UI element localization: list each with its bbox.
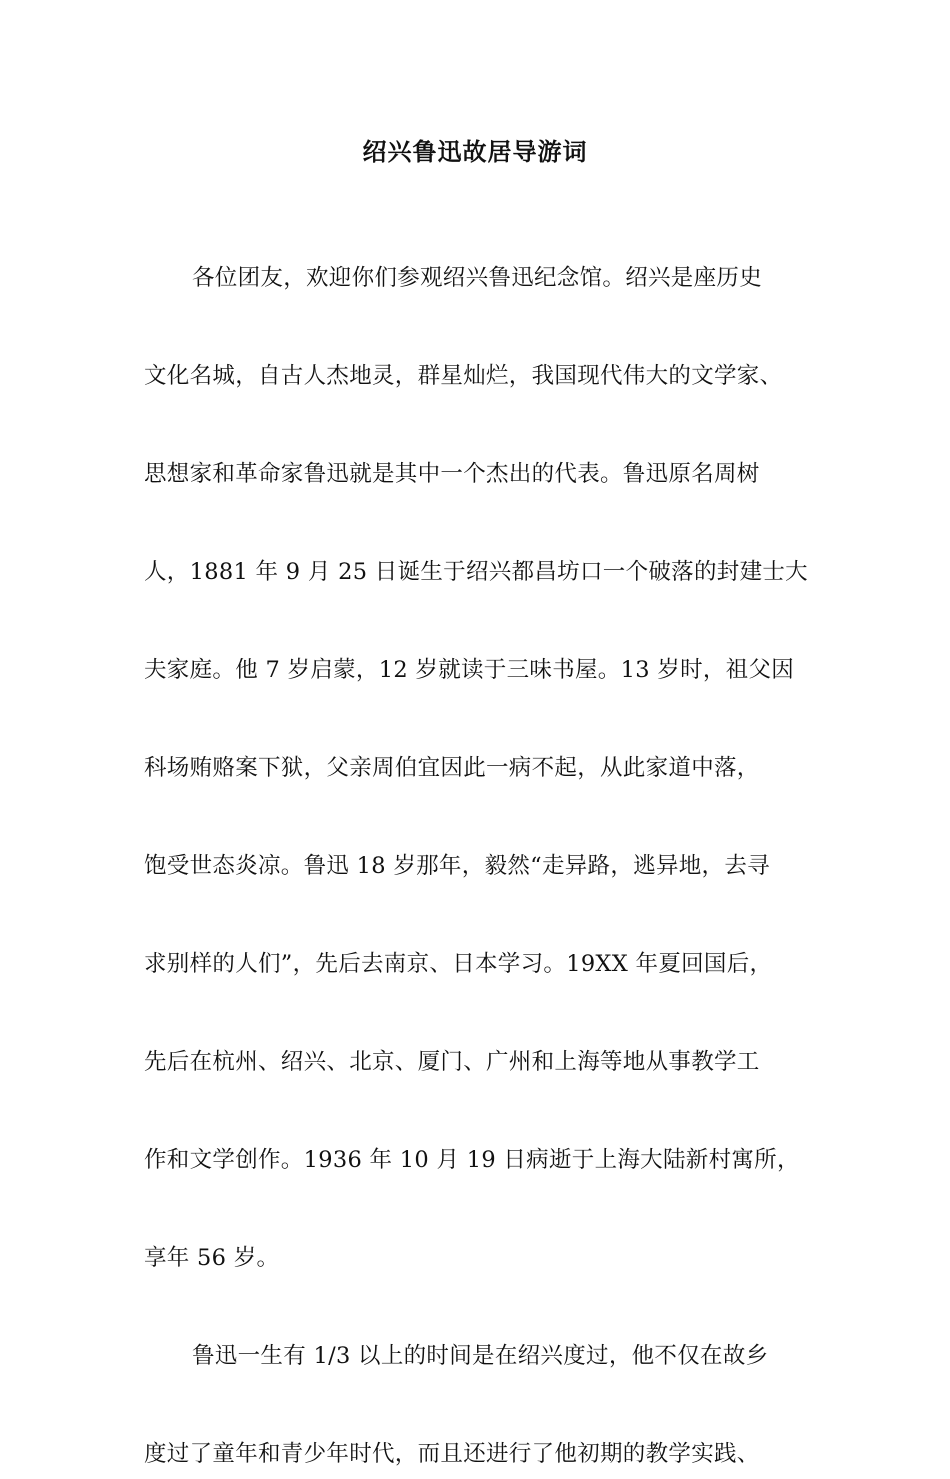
text-line: 科场贿赂案下狱，父亲周伯宜因此一病不起，从此家道中落， xyxy=(144,755,760,781)
paragraph-2 xyxy=(144,1332,814,1479)
text-line: 饱受世态炎凉。鲁迅 18 岁那年，毅然“走异路，逃异地，去寻 xyxy=(144,853,770,879)
text-line: 享年 56 岁。 xyxy=(144,1245,280,1271)
paragraph-1 xyxy=(144,254,814,1283)
text-line: 鲁迅一生有 1/3 以上的时间是在绍兴度过，他不仅在故乡 xyxy=(192,1343,769,1369)
text-line: 度过了童年和青少年时代，而且还进行了他初期的教学实践、 xyxy=(144,1441,760,1467)
text-line: 思想家和革命家鲁迅就是其中一个杰出的代表。鲁迅原名周树 xyxy=(144,461,760,487)
text-line: 作和文学创作。1936 年 10 月 19 日病逝于上海大陆新村寓所， xyxy=(144,1147,800,1173)
text-line: 求别样的人们”，先后去南京、日本学习。19XX 年夏回国后， xyxy=(144,951,773,977)
text-line: 各位团友，欢迎你们参观绍兴鲁迅纪念馆。绍兴是座历史 xyxy=(192,265,763,291)
text-line: 人，1881 年 9 月 25 日诞生于绍兴都昌坊口一个破落的封建士大 xyxy=(144,559,808,585)
text-line: 先后在杭州、绍兴、北京、厦门、广州和上海等地从事教学工 xyxy=(144,1049,760,1075)
text-line: 夫家庭。他 7 岁启蒙，12 岁就读于三味书屋。13 岁时，祖父因 xyxy=(144,657,795,683)
document-body xyxy=(144,254,814,1479)
document-title: 绍兴鲁迅故居导游词 xyxy=(362,137,588,166)
text-line: 文化名城，自古人杰地灵，群星灿烂，我国现代伟大的文学家、 xyxy=(144,363,783,389)
